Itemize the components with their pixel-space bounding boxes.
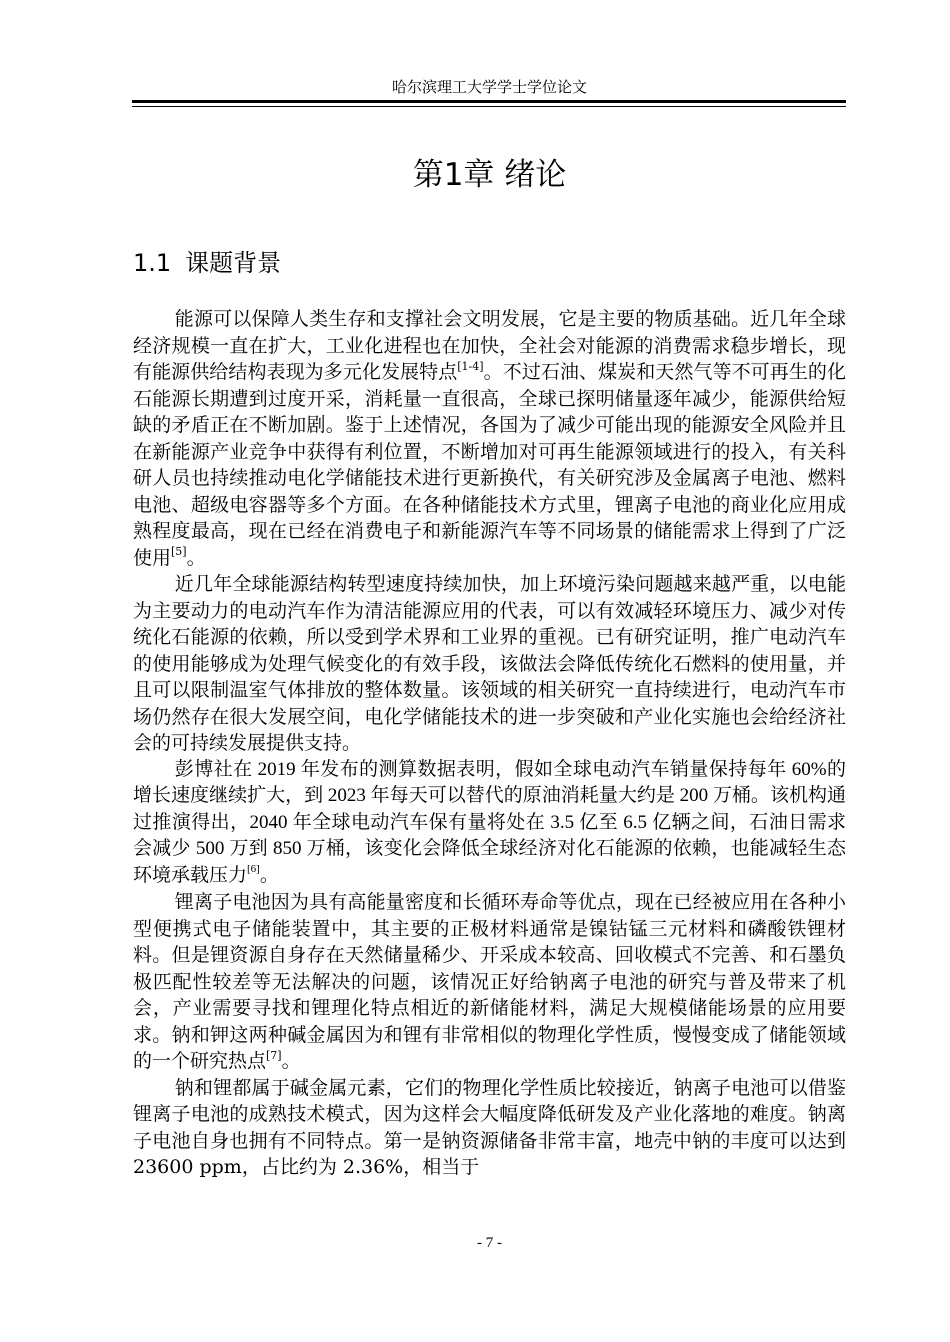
- paragraph-4: [133, 889, 846, 1075]
- paragraph-2: [133, 571, 846, 757]
- paragraph-1-text-cont: 。不过石油、煤炭和天然气等不可再生的化石能源长期遭到过度开采，消耗量一直很高，全球已探明储量逐年减少，能源供给短缺的矛盾正在不断加剧。鉴于上述情况，各国为了减少可能出现的能源安全风险并且在新能源产业竞争中获得有利位置，不断增加对可再生能源领域进行的投入，有关科研人员也持续推动电化学储能技术进行更新换代，有关研究涉及金属离子电池、燃料电池、超级电容器等多个方面。在各种储能技术方式里，锂离子电池的商业化应用成熟程度最高，现在已经在消费电子和新能源汽车等不同场景的储能需求上得到了广泛使用: [133, 361, 846, 569]
- header-rule-thin: [132, 106, 846, 107]
- paragraph-3-text-end: 。: [259, 864, 279, 886]
- paragraph-2-text: 近几年全球能源结构转型速度持续加快，加上环境污染问题越来越严重，以电能为主要动力的电动汽车作为清洁能源应用的代表，可以有效减轻环境压力、减少对传统化石能源的依赖，所以受到学术界和工业界的重视。已有研究证明，推广电动汽车的使用能够成为处理气候变化的有效手段，该做法会降低传统化石燃料的使用量，并且可以限制温室气体排放的整体数量。该领域的相关研究一直持续进行，电动汽车市场仍然存在很大发展空间，电化学储能技术的进一步突破和产业化实施也会给经济社会的可持续发展提供支持。: [133, 573, 846, 754]
- citation: [7]: [266, 1048, 282, 1062]
- running-header: 哈尔滨理工大学学士学位论文: [391, 78, 587, 96]
- paragraph-5: [133, 1075, 846, 1181]
- section-title: 课题背景: [185, 249, 282, 277]
- citation: [6]: [247, 863, 260, 876]
- body-text: [133, 306, 846, 1181]
- section-number: 1.1: [133, 249, 172, 277]
- paragraph-4-text-end: 。: [281, 1050, 301, 1072]
- paragraph-3: [133, 757, 846, 890]
- page-number: - 7 -: [477, 1235, 502, 1251]
- paragraph-4-text: 锂离子电池因为具有高能量密度和长循环寿命等优点，现在已经被应用在各种小型便携式电子储能装置中，其主要的正极材料通常是镍钴锰三元材料和磷酸铁锂材料。但是锂资源自身存在天然储量稀少、开采成本较高、回收模式不完善、和石墨负极匹配性较差等无法解决的问题，该情况正好给钠离子电池的研究与普及带来了机会，产业需要寻找和锂理化特点相近的新储能材料，满足大规模储能场景的应用要求。钠和钾这两种碱金属因为和锂有非常相似的物理化学性质，慢慢变成了储能领域的一个研究热点: [133, 891, 846, 1072]
- paragraph-1-text: 能源可以保障人类生存和支撑社会文明发展，它是主要的物质基础。近几年全球经济规模一直在扩大，工业化进程也在加快，全社会对能源的消费需求稳步增长，现有能源供给结构表现为多元化发展特点: [133, 308, 846, 383]
- paragraph-3-text: 彭博社在 2019 年发布的测算数据表明，假如全球电动汽车销量保持每年 60%的增长速度继续扩大，到 2023 年每天可以替代的原油消耗量大约是 200 万桶。该机构通过推演得出，2040 年全球电动汽车保有量将处在 3.5 亿至 6.5 亿辆之间，石油日需求会减少 500 万到 850 万桶，该变化会降低全球经济对化石能源的依赖，也能减轻生态环境承载压力: [133, 758, 846, 886]
- paragraph-1-text-end: 。: [186, 546, 206, 569]
- citation: [1-4]: [457, 359, 484, 373]
- paragraph-5-text: 钠和锂都属于碱金属元素，它们的物理化学性质比较接近，钠离子电池可以借鉴锂离子电池的成熟技术模式，因为这样会大幅度降低研发及产业化落地的难度。钠离子电池自身也拥有不同特点。第一是钠资源储备非常丰富，地壳中钠的丰度可以达到 23600 ppm，占比约为 2.36%，相当于: [133, 1076, 846, 1178]
- header-rule-thick: [132, 100, 846, 103]
- section-heading: [133, 247, 281, 279]
- citation: [5]: [171, 545, 187, 559]
- paragraph-1: [133, 306, 846, 571]
- chapter-title: 第1章 绪论: [412, 157, 567, 193]
